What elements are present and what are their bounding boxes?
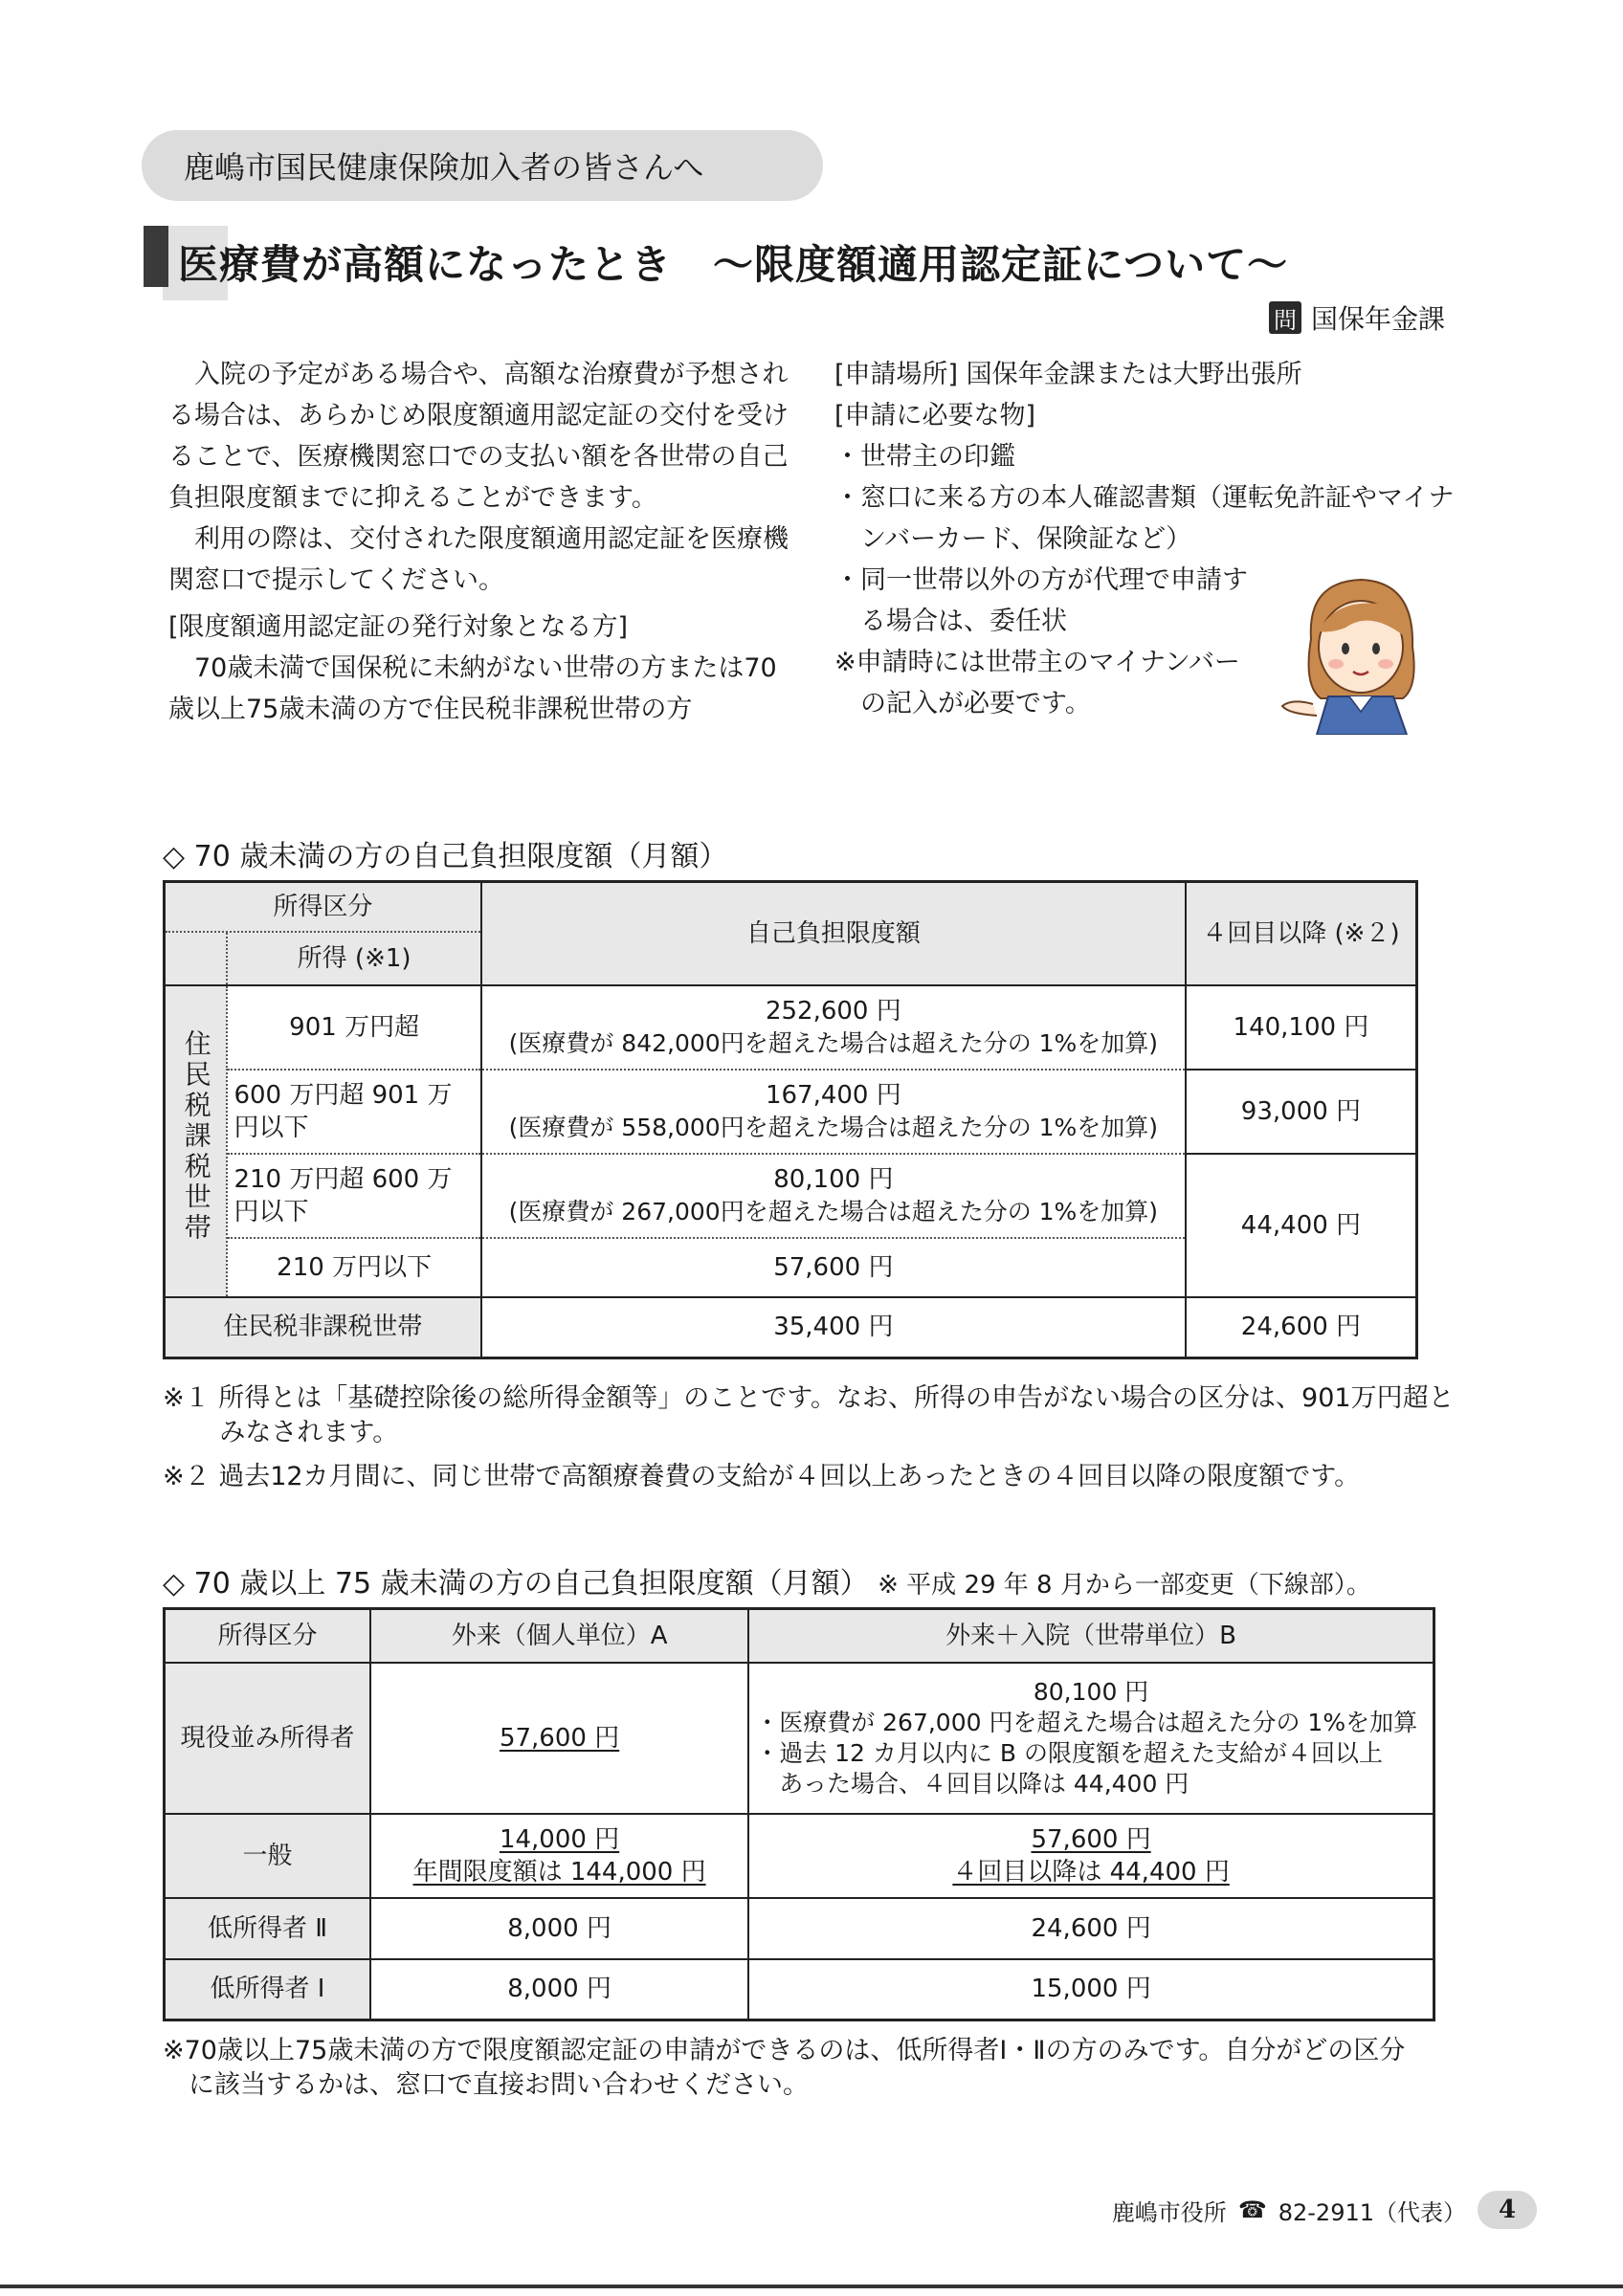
header-pill <box>142 130 823 201</box>
bottom-rule <box>0 2285 1623 2288</box>
outpatient-cell: 57,600 円 <box>370 1663 748 1814</box>
staff-woman-illustration <box>1278 572 1439 735</box>
income-cell: 600 万円超 901 万円以下 <box>227 1070 480 1154</box>
taxable-household-label: 住民税課税世帯 <box>165 985 228 1297</box>
department <box>1269 298 1445 337</box>
combined-cell: 15,000 円 <box>748 1959 1434 2020</box>
inquiry-icon: 問 <box>1269 301 1301 334</box>
outpatient-cell: 14,000 円 年間限度額は 144,000 円 <box>370 1814 748 1898</box>
income-cell: 901 万円超 <box>227 985 480 1070</box>
section2-heading-line <box>163 1559 1371 1601</box>
header-class: 所得区分 <box>165 1609 370 1663</box>
header-income-class: 所得区分 <box>165 882 481 932</box>
fourth-cell: 93,000 円 <box>1186 1070 1417 1154</box>
section1-heading: ◇ 70 歳未満の方の自己負担限度額（月額） <box>163 840 728 873</box>
fourth-cell: 44,400 円 <box>1186 1154 1417 1297</box>
intro-paragraph: 入院の予定がある場合や、高額な治療費が予想される場合は、あらかじめ限度額適用認定証の交付を受けることで、医療機関窓口での支払い額を各世帯の自己負担限度額までに抑えることができます。 <box>168 360 789 513</box>
footer-office: 鹿嶋市役所 <box>1111 2198 1227 2226</box>
eligibility-heading: [限度額適用認定証の発行対象となる方] <box>168 612 629 642</box>
header-fourth: ４回目以降 (※２) <box>1186 882 1417 985</box>
header-combined: 外来＋入院（世帯単位）B <box>748 1609 1434 1663</box>
header-limit: 自己負担限度額 <box>481 882 1186 985</box>
footer <box>1112 2191 1537 2229</box>
header-pill-text: 鹿嶋市国民健康保険加入者の皆さんへ <box>184 149 704 186</box>
application-note: ※申請時には世帯主のマイナンバーの記入が必要です。 <box>834 648 1240 718</box>
required-item: ・世帯主の印鑑 <box>834 442 1015 472</box>
eligibility-text: 70歳未満で国保税に未納がない世帯の方または70歳以上75歳未満の方で住民税非課税世帯の方 <box>168 653 777 724</box>
section2-heading: ◇ 70 歳以上 75 歳未満の方の自己負担限度額（月額） <box>163 1567 869 1601</box>
application-place: [申請場所] 国保年金課または大野出張所 <box>834 360 1302 389</box>
left-column <box>168 354 790 730</box>
class-cell: 低所得者 Ⅱ <box>165 1898 370 1959</box>
usage-paragraph: 利用の際は、交付された限度額適用認定証を医療機関窓口で提示してください。 <box>168 524 789 595</box>
fourth-cell: 140,100 円 <box>1186 985 1417 1070</box>
income-cell: 210 万円以下 <box>227 1238 480 1297</box>
required-items-heading: [申請に必要な物] <box>834 401 1036 430</box>
footer-phone: 82-2911（代表） <box>1278 2198 1466 2226</box>
class-cell: 低所得者 Ⅰ <box>165 1959 370 2020</box>
outpatient-cell: 8,000 円 <box>370 1959 748 2020</box>
income-cell: 210 万円超 600 万円以下 <box>227 1154 480 1238</box>
title-accent-bar <box>144 226 168 287</box>
required-item: ・窓口に来る方の本人確認書類（運転免許証やマイナンバーカード、保険証など） <box>834 483 1455 554</box>
fourth-cell: 24,600 円 <box>1186 1297 1417 1358</box>
combined-cell: 24,600 円 <box>748 1898 1434 1959</box>
class-cell: 現役並み所得者 <box>165 1663 370 1814</box>
header-outpatient: 外来（個人単位）A <box>370 1609 748 1663</box>
note-2: ※２ 過去12カ月間に、同じ世帯で高額療養費の支給が４回以上あったときの４回目以降の限度額です。 <box>163 1462 1361 1491</box>
header-spacer <box>165 932 228 985</box>
section2-heading-note: ※ 平成 29 年 8 月から一部変更（下線部）。 <box>878 1571 1371 1600</box>
section1-notes <box>163 1381 1474 1494</box>
limit-cell: 167,400 円 (医療費が 558,000円を超えた場合は超えた分の 1%を加算) <box>481 1070 1186 1154</box>
combined-cell: 57,600 円 ４回目以降は 44,400 円 <box>748 1814 1434 1898</box>
under70-limit-table <box>163 880 1418 1359</box>
limit-cell: 80,100 円 (医療費が 267,000円を超えた場合は超えた分の 1%を加算) <box>481 1154 1186 1238</box>
section2-notes <box>163 2034 1416 2103</box>
note-1: ※１ 所得とは「基礎控除後の総所得金額等」のことです。なお、所得の申告がない場合の区分は、901万円超とみなされます。 <box>163 1383 1455 1447</box>
page-number: 4 <box>1478 2191 1537 2229</box>
page-title: 医療費が高額になったとき ～限度額適用認定証について～ <box>178 241 1289 288</box>
header-income: 所得 (※1) <box>227 932 480 985</box>
70to74-limit-table <box>163 1607 1435 2021</box>
outpatient-cell: 8,000 円 <box>370 1898 748 1959</box>
limit-cell: 35,400 円 <box>481 1297 1186 1358</box>
limit-cell: 57,600 円 <box>481 1238 1186 1297</box>
required-item: ・同一世帯以外の方が代理で申請する場合は、委任状 <box>834 565 1248 636</box>
exempt-household-label: 住民税非課税世帯 <box>165 1297 481 1358</box>
limit-cell: 252,600 円 (医療費が 842,000円を超えた場合は超えた分の 1%を加算) <box>481 985 1186 1070</box>
phone-icon: ☎ <box>1237 2197 1267 2223</box>
section2-note: ※70歳以上75歳未満の方で限度額認定証の申請ができるのは、低所得者Ⅰ・Ⅱの方のみです。自分がどの区分に該当するかは、窓口で直接お問い合わせください。 <box>163 2036 1406 2100</box>
combined-cell: 80,100 円 ・医療費が 267,000 円を超えた場合は超えた分の 1%を加算 ・過去 12 カ月以内に B の限度額を超えた支給が４回以上 あった場合、４回目以降は 44,400 円 <box>748 1663 1434 1814</box>
department-name: 国保年金課 <box>1310 303 1445 335</box>
class-cell: 一般 <box>165 1814 370 1898</box>
